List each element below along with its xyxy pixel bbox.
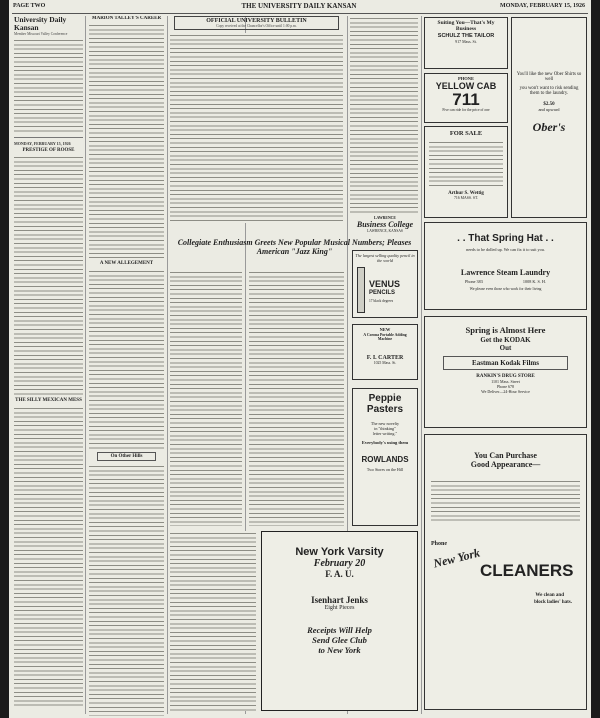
other-hills-body bbox=[89, 464, 164, 716]
editorial-body bbox=[14, 155, 83, 395]
business-college-ad: LAWRENCE Business College LAWRENCE, KANSAS bbox=[352, 216, 418, 244]
staff-listing bbox=[14, 38, 83, 134]
yellow-cab-ad: PHONE YELLOW CAB 711 Five can ride for the price of one bbox=[424, 73, 508, 123]
column-rule bbox=[421, 16, 422, 714]
editorial-date: MONDAY, FEBRUARY 15, 1926 bbox=[14, 141, 71, 146]
schulz-tailor-ad: Suiting You—That's My Business SCHULZ THE TAILOR 917 Mass. St. bbox=[424, 17, 508, 69]
venus-pencils-ad: The largest selling quality pencil in the world VENUS PENCILS 17 black degrees bbox=[352, 250, 418, 318]
on-other-hills-head: On Other Hills bbox=[97, 452, 156, 461]
bulletin-section bbox=[170, 16, 343, 234]
feature-headline: MARION TALLEY'S CAREER bbox=[91, 16, 162, 21]
venus-name: VENUS bbox=[369, 279, 401, 289]
editorial-headline: PRESTIGE OF ROOSE bbox=[22, 148, 75, 153]
cleaners-ad: You Can Purchase Good Appearance— Phone New York CLEANERS We clean and block ladies' hats. bbox=[424, 434, 587, 710]
rowlands-name: ROWLANDS bbox=[361, 455, 409, 464]
editorial-column bbox=[14, 16, 83, 716]
jazz-headline: Collegiate Enthusiasm Greets New Popular Musical Numbers; Pleases American "Jazz King" bbox=[177, 238, 412, 256]
jazz-body-col2 bbox=[249, 270, 344, 526]
column-rule bbox=[85, 16, 86, 714]
business-college-name: Business College bbox=[356, 220, 414, 229]
feature-body bbox=[89, 23, 164, 258]
varsity-title: New York Varsity bbox=[295, 546, 384, 558]
ober-logo: Ober's bbox=[532, 120, 566, 134]
varsity-ad: New York Varsity February 20 F. A. U. Isenhart Jenks Eight Pieces Receipts Will Help Send Glee Club to New York bbox=[261, 531, 418, 711]
cab-number: 711 bbox=[452, 90, 480, 109]
schulz-name: SCHULZ THE TAILOR bbox=[437, 33, 495, 39]
spring-hat-ad: . . That Spring Hat . . needs to be dolled up. We can fix it to suit you. Lawrence Steam Laundry Phone 383 1008 K. S. H. We please even those who work for their living bbox=[424, 222, 587, 310]
for-sale-ad: FOR SALE Arthur S. Wettig 716 MASS. ST. bbox=[424, 126, 508, 218]
column-five bbox=[350, 16, 418, 216]
bulletin-subtitle: Copy received at the Chancellor's Office until 1:00 p.m. bbox=[216, 24, 297, 28]
header-rule bbox=[12, 13, 588, 14]
peppie-pasters-ad: Peppie Pasters The new novelty in "thinking" letter writing." Everybody's using them ROWLANDS Two Stores on the Hill bbox=[352, 388, 418, 526]
masthead-subtitle: Member Missouri Valley Conference bbox=[14, 32, 68, 36]
page-label: PAGE TWO bbox=[13, 3, 46, 9]
kodak-films-banner: Eastman Kodak Films bbox=[443, 356, 568, 370]
editorial-body-2 bbox=[14, 406, 83, 706]
jazz-body-col1 bbox=[170, 270, 242, 526]
column-rule bbox=[167, 16, 168, 714]
bulletin-body bbox=[170, 33, 343, 223]
date-line: MONDAY, FEBRUARY 15, 1926 bbox=[500, 3, 585, 9]
cleaners-title: CLEANERS bbox=[480, 561, 574, 580]
masthead-title: University Daily Kansan bbox=[14, 16, 67, 32]
carter-ad: NEW A Corona Portable Adding Machine F. I. CARTER 1025 Mass. St. bbox=[352, 324, 418, 380]
pencil-icon bbox=[357, 267, 365, 313]
feature-headline-2: A NEW ALLEGEMENT bbox=[99, 261, 154, 266]
new-york-logo: New York bbox=[431, 545, 482, 571]
kodak-ad: Spring is Almost Here Get the KODAK Out Eastman Kodak Films RANKIN'S DRUG STORE 1101 Mass. Street Phone 678 We Deliver—24-Hour Service bbox=[424, 316, 587, 428]
story-continued bbox=[170, 531, 256, 711]
feature-column bbox=[89, 16, 164, 716]
carter-name: F. I. CARTER bbox=[366, 355, 404, 361]
newspaper-page bbox=[9, 0, 591, 718]
bulletin-title: OFFICIAL UNIVERSITY BULLETIN bbox=[206, 18, 307, 24]
paper-title: THE UNIVERSITY DAILY KANSAN bbox=[241, 2, 357, 10]
editorial-headline-2: THE SILLY MEXICAN MESS bbox=[15, 398, 82, 403]
spring-hat-title: . . That Spring Hat . . bbox=[457, 233, 554, 244]
peppie-title: Peppie bbox=[368, 393, 402, 404]
ober-shirts-ad: You'll like the new Ober Shirts so well you won't want to risk sending them to the laundry. $2.50 and upward Ober's bbox=[511, 17, 587, 218]
page-header bbox=[9, 3, 591, 13]
feature-body-2 bbox=[89, 269, 164, 449]
